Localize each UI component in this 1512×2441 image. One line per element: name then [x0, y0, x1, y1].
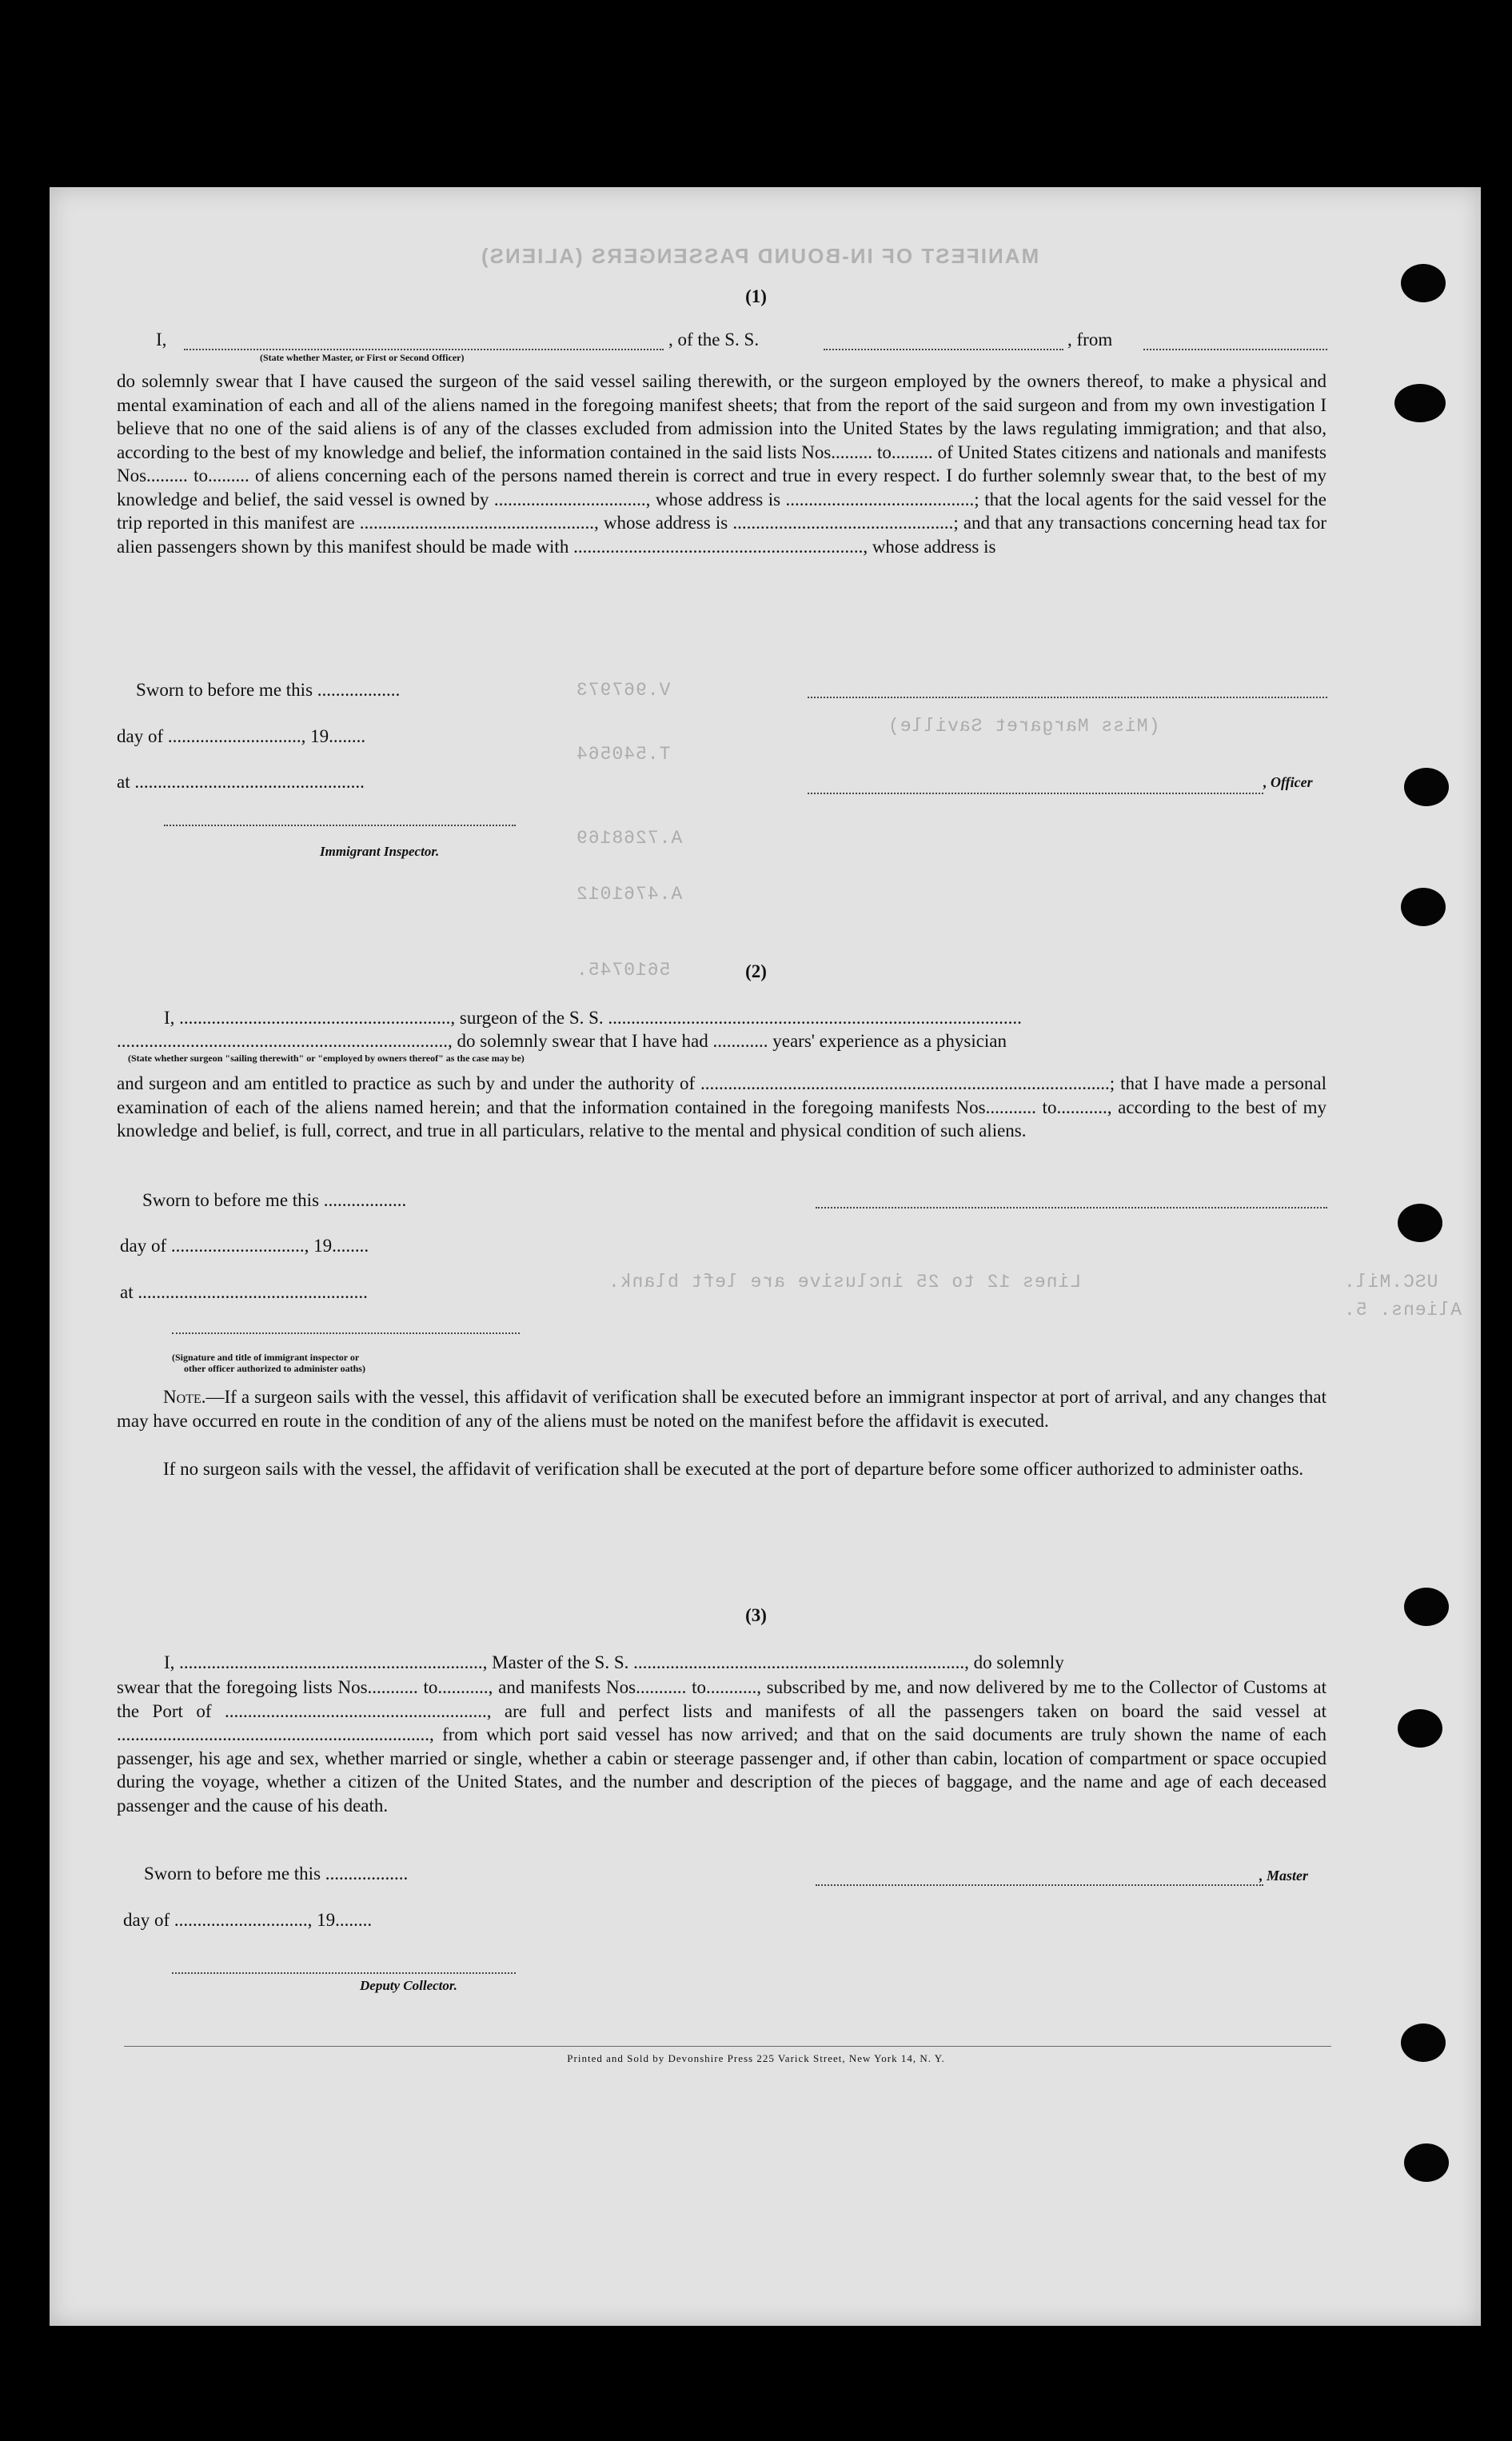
- section2-at: at ..................................................: [120, 1282, 368, 1302]
- ghost-left-note: USC.Mil.: [1343, 1272, 1438, 1292]
- section1-line1-mid: , of the S. S.: [668, 330, 760, 350]
- deputy-signature-line: [172, 1972, 516, 1974]
- signature-caption-2: other officer authorized to administer oaths): [184, 1363, 365, 1374]
- officer-label: , Officer: [1263, 774, 1313, 790]
- officer-title-line: [808, 792, 1263, 794]
- from-blank: [1143, 348, 1327, 350]
- ghost-number: V.967973: [576, 680, 671, 701]
- officer-signature-line: [808, 696, 1327, 698]
- deputy-caption: Deputy Collector.: [360, 1978, 457, 1993]
- ship-name-blank: [824, 348, 1063, 350]
- section3-oath: swear that the foregoing lists Nos........... to..........., and manifests Nos........... to..........., subscribed by me, and now delivered by me to the Collector of Customs at the Port of ........................................................., are full and perfect lists and manifests of all the passengers taken on board the said vessel at ...................................................................., from which port said vessel has now arrived; and that on the said documents are truly shown the name of each passenger, his age and sex, whether married or single, whether a cabin or steerage passenger and, if other than cabin, location of compartment or space occupied during the voyage, whether a citizen of the United States, and the number and description of the pieces of baggage, and the name and age of each deceased passenger and the cause of his death.: [117, 1677, 1326, 1816]
- ghost-number: 5610745.: [576, 960, 671, 981]
- binder-hole: [1398, 1709, 1442, 1748]
- section2-sworn: Sworn to before me this ..................: [142, 1190, 407, 1210]
- binder-hole: [1398, 1204, 1442, 1242]
- section3-line1: I, .................................................................., Master of the S. S. ........................................................................, do solemnly: [164, 1652, 1064, 1672]
- section1-day: day of ............................., 19........: [117, 726, 366, 746]
- ghost-number: A.7268169: [576, 828, 683, 849]
- section1-oath: do solemnly swear that I have caused the surgeon of the said vessel sailing therewith, or the surgeon employed by the owners thereof, to make a physical and mental examination of each and all of the aliens named in the foregoing manifest sheets; that from the report of the said surgeon and from my own investigation I believe that no one of the said aliens is of any of the classes excluded from admission into the United States by the laws regulating immigration; and that also, according to the best of my knowledge and belief, the information contained in the said lists Nos......... to......... of United States citizens and nationals and manifests Nos......... to......... of aliens concerning each of the persons named therein is correct and true in every respect. I do further solemnly swear that, to the best of my knowledge and belief, the said vessel is owned by ................................., whose address is .........................................; that the local agents for the said vessel for the trip reported in this manifest are ..................................................., whose address is ................................................; and that any transactions concerning head tax for alien passengers shown by this manifest should be made with ..............................................................., whose address is: [117, 371, 1326, 557]
- ghost-bottom-note: Lines 12 to 25 inclusive are left blank.: [608, 1272, 1082, 1292]
- printer-credit: Printed and Sold by Devonshire Press 225 Varick Street, New York 14, N. Y.: [567, 2052, 945, 2064]
- note-label: Note.: [163, 1387, 206, 1407]
- section1-sworn: Sworn to before me this ..................: [136, 680, 401, 700]
- binder-hole: [1394, 384, 1446, 422]
- section3-day: day of ............................., 19........: [123, 1910, 373, 1930]
- section2-day: day of ............................., 19........: [120, 1236, 369, 1256]
- signature-caption-1: (Signature and title of immigrant inspector or: [172, 1352, 360, 1363]
- section-number-3: (3): [745, 1605, 767, 1625]
- section1-line1-end: , from: [1067, 330, 1113, 350]
- ghost-name-row: (Miss Margaret Saville): [888, 716, 1160, 737]
- footer-rule: [124, 2046, 1331, 2047]
- surgeon-signature-line: [816, 1206, 1327, 1209]
- master-name-blank: [184, 348, 664, 350]
- surgeon-caption: (State whether surgeon "sailing therewith" or "employed by owners thereof" as the case may be): [128, 1053, 525, 1064]
- section2-line1: I, ..........................................................., surgeon of the S. S. ..........................................................................................: [164, 1008, 1022, 1028]
- binder-hole: [1404, 2143, 1449, 2182]
- ghost-left-note: Aliens. 5.: [1343, 1300, 1462, 1320]
- ghost-manifest-title: MANIFEST OF IN-BOUND PASSENGERS (ALIENS): [480, 244, 1039, 268]
- section3-sworn: Sworn to before me this ..................: [144, 1864, 409, 1884]
- section-number-2: (2): [745, 961, 767, 981]
- ghost-number: A.4761012: [576, 884, 683, 905]
- section-number-1: (1): [745, 286, 767, 306]
- inspector-signature-line: [164, 824, 516, 826]
- section2-note-2: If no surgeon sails with the vessel, the affidavit of verification shall be executed at the port of departure before some officer authorized to administer oaths.: [163, 1459, 1304, 1479]
- master-label: , Master: [1259, 1868, 1309, 1884]
- inspector-caption: Immigrant Inspector.: [320, 844, 440, 859]
- master-signature-line: [816, 1884, 1263, 1886]
- binder-hole: [1401, 888, 1446, 926]
- section1-at: at ..................................................: [117, 772, 365, 792]
- binder-hole: [1404, 768, 1449, 806]
- section2-note: [117, 1385, 1326, 1432]
- ghost-number: T.540564: [576, 744, 671, 765]
- section1-line1-prefix: I,: [156, 330, 167, 350]
- master-caption: (State whether Master, or First or Second Officer): [260, 352, 465, 363]
- note-text: —If a surgeon sails with the vessel, this affidavit of verification shall be executed before an immigrant inspector at port of arrival, and any changes that may have occurred en route in the condition of any of the aliens must be noted on the manifest before the affidavit is executed.: [117, 1387, 1326, 1431]
- section2-inspector-line: [172, 1332, 520, 1334]
- section2-oath: and surgeon and am entitled to practice as such by and under the authority of .........................................................................................; that I have made a personal examination of each of the aliens named herein; and that the information contained in the foregoing manifests Nos........... to..........., according to the best of my knowledge and belief, is full, correct, and true in all particulars, relative to the mental and physical condition of such aliens.: [117, 1073, 1326, 1141]
- section2-line2: ........................................................................, do solemnly swear that I have had ............ years' experience as a physician: [117, 1031, 1007, 1051]
